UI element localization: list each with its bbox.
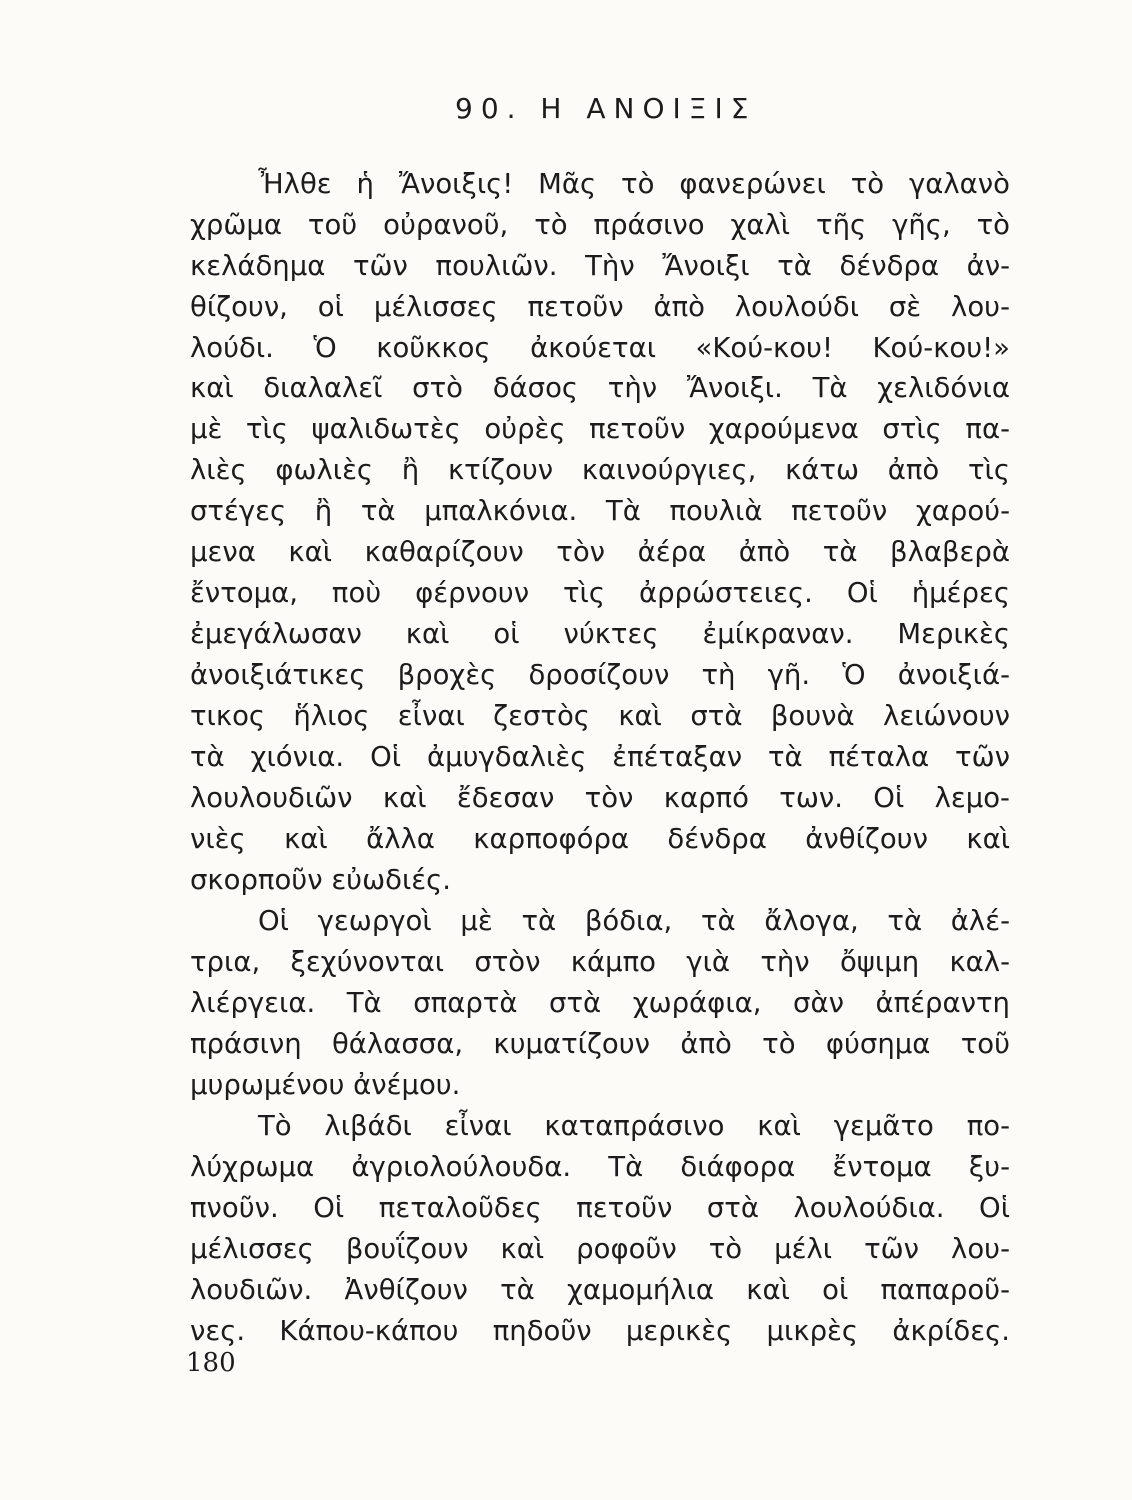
text-line: χρῶμα τοῦ οὐρανοῦ, τὸ πράσινο χαλὶ τῆς γῆς, τὸ xyxy=(190,209,1010,241)
text-line: λούδι. Ὁ κοῦκκος ἀκούεται «Κού-κου! Κού-κου!» xyxy=(190,332,1010,364)
text-line: στέγες ἢ τὰ μπαλκόνια. Τὰ πουλιὰ πετοῦν χαρού- xyxy=(190,495,1010,527)
text-line: σκορποῦν εὐωδιές. xyxy=(190,864,451,896)
text-line: Τὸ λιβάδι εἶναι καταπράσινο καὶ γεμᾶτο πο- xyxy=(258,1110,1010,1142)
text-line: νες. Κάπου-κάπου πηδοῦν μερικὲς μικρὲς ἀκρίδες. xyxy=(190,1315,1010,1347)
text-line: μυρωμένου ἀνέμου. xyxy=(190,1069,461,1101)
text-line: τικος ἥλιος εἶναι ζεστὸς καὶ στὰ βουνὰ λειώνουν xyxy=(190,700,1010,732)
text-line: λιὲς φωλιὲς ἢ κτίζουν καινούργιες, κάτω ἀπὸ τὶς xyxy=(190,454,1010,486)
text-line: λουλουδιῶν καὶ ἔδεσαν τὸν καρπό των. Οἱ λεμο- xyxy=(190,782,1010,814)
text-line: λιέργεια. Τὰ σπαρτὰ στὰ χωράφια, σὰν ἀπέραντη xyxy=(190,987,1010,1019)
text-line: ἀνοιξιάτικες βροχὲς δροσίζουν τὴ γῆ. Ὁ ἀνοιξιά- xyxy=(190,659,1010,691)
text-line: Ἦλθε ἡ Ἄνοιξις! Μᾶς τὸ φανερώνει τὸ γαλανὸ xyxy=(258,168,1010,200)
text-line: πράσινη θάλασσα, κυματίζουν ἀπὸ τὸ φύσημα τοῦ xyxy=(190,1028,1010,1060)
text-line: λύχρωμα ἀγριολούλουδα. Τὰ διάφορα ἔντομα ξυ- xyxy=(190,1151,1010,1183)
text-line: τὰ χιόνια. Οἱ ἀμυγδαλιὲς ἐπέταξαν τὰ πέταλα τῶν xyxy=(190,741,1010,773)
text-line: μέλισσες βουΐζουν καὶ ροφοῦν τὸ μέλι τῶν λου- xyxy=(190,1233,1010,1265)
text-line: ἔντομα, ποὺ φέρνουν τὶς ἀρρώστειες. Οἱ ἡμέρες xyxy=(190,577,1010,609)
page-number: 180 xyxy=(186,1348,236,1378)
text-line: καὶ διαλαλεῖ στὸ δάσος τὴν Ἄνοιξι. Τὰ χελιδόνια xyxy=(190,372,1010,404)
text-line: μὲ τὶς ψαλιδωτὲς οὐρὲς πετοῦν χαρούμενα στὶς πα- xyxy=(190,413,1010,445)
chapter-heading: 90. Η ΑΝΟΙΞΙΣ xyxy=(455,92,757,125)
text-line: ἐμεγάλωσαν καὶ οἱ νύκτες ἐμίκραναν. Μερικὲς xyxy=(190,618,1010,650)
text-line: μενα καὶ καθαρίζουν τὸν ἀέρα ἀπὸ τὰ βλαβερὰ xyxy=(190,536,1010,568)
text-line: πνοῦν. Οἱ πεταλοῦδες πετοῦν στὰ λουλούδια. Οἱ xyxy=(190,1192,1010,1224)
text-line: λουδιῶν. Ἀνθίζουν τὰ χαμομήλια καὶ οἱ παπαροῦ- xyxy=(190,1274,1010,1306)
text-line: θίζουν, οἱ μέλισσες πετοῦν ἀπὸ λουλούδι σὲ λου- xyxy=(190,291,1010,323)
text-line: τρια, ξεχύνονται στὸν κάμπο γιὰ τὴν ὄψιμη καλ- xyxy=(190,946,1010,978)
text-line: κελάδημα τῶν πουλιῶν. Τὴν Ἄνοιξι τὰ δένδρα ἀν- xyxy=(190,250,1010,282)
text-line: νιὲς καὶ ἄλλα καρποφόρα δένδρα ἀνθίζουν καὶ xyxy=(190,823,1010,855)
text-line: Οἱ γεωργοὶ μὲ τὰ βόδια, τὰ ἄλογα, τὰ ἀλέ- xyxy=(258,905,1010,937)
